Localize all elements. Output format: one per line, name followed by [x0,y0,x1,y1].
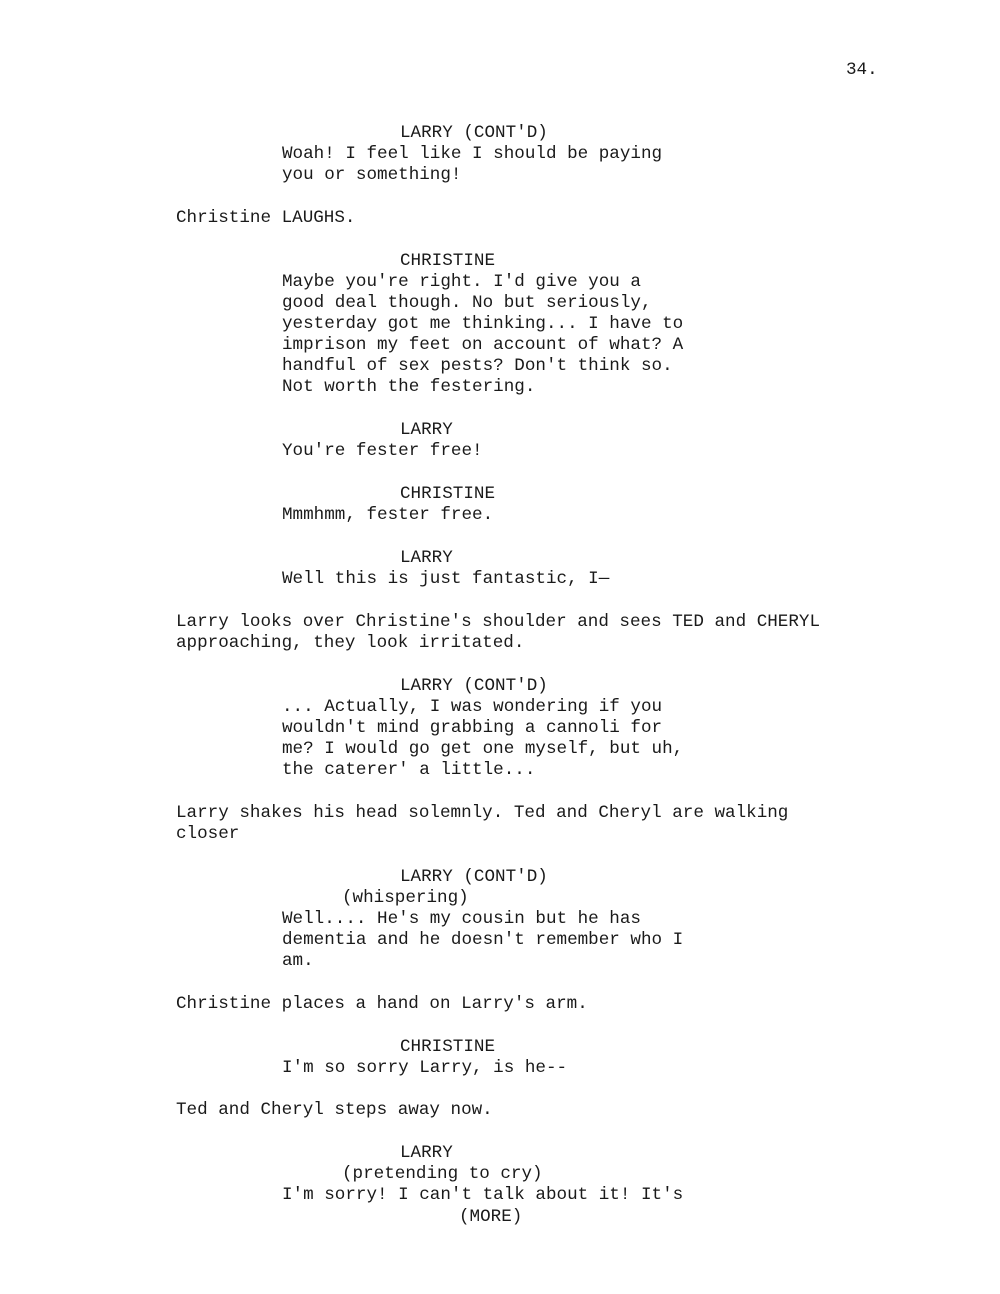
parenthetical: (pretending to cry) [342,1164,543,1184]
character-cue: CHRISTINE [400,1037,496,1057]
dialogue-line: ... Actually, I was wondering if you [282,697,663,717]
parenthetical: (whispering) [342,888,469,908]
page-number: 34. [846,60,878,80]
dialogue-line: handful of sex pests? Don't think so. [282,356,673,376]
action-line: Christine places a hand on Larry's arm. [176,994,588,1014]
dialogue-line: am. [282,951,314,971]
character-cue: LARRY [400,548,453,568]
character-cue: LARRY (CONT'D) [400,676,548,696]
dialogue-line: Maybe you're right. I'd give you a [282,272,641,292]
dialogue-line: you or something! [282,165,462,185]
dialogue-line: good deal though. No but seriously, [282,293,652,313]
dialogue-line: yesterday got me thinking... I have to [282,314,684,334]
dialogue-line: Not worth the festering. [282,377,536,397]
action-line: Christine LAUGHS. [176,208,356,228]
dialogue-line: I'm sorry! I can't talk about it! It's [282,1185,684,1205]
action-line: Larry shakes his head solemnly. Ted and Cheryl are walking [176,803,789,823]
dialogue-line: You're fester free! [282,441,483,461]
action-line: Ted and Cheryl steps away now. [176,1100,493,1120]
dialogue-line: the caterer' a little... [282,760,536,780]
dialogue-line: imprison my feet on account of what? A [282,335,684,355]
dialogue-line: dementia and he doesn't remember who I [282,930,684,950]
dialogue-line: me? I would go get one myself, but uh, [282,739,684,759]
character-cue: LARRY [400,420,453,440]
action-line: Larry looks over Christine's shoulder and sees TED and CHERYL [176,612,821,632]
dialogue-line: wouldn't mind grabbing a cannoli for [282,718,663,738]
character-cue: LARRY (CONT'D) [400,867,548,887]
more-marker: (MORE) [459,1207,523,1227]
character-cue: CHRISTINE [400,484,496,504]
character-cue: LARRY [400,1143,453,1163]
dialogue-line: Well.... He's my cousin but he has [282,909,641,929]
dialogue-line: Well this is just fantastic, I— [282,569,610,589]
dialogue-line: Mmmhmm, fester free. [282,505,494,525]
character-cue: LARRY (CONT'D) [400,123,548,143]
action-line: approaching, they look irritated. [176,633,525,653]
action-line: closer [176,824,240,844]
character-cue: CHRISTINE [400,251,496,271]
dialogue-line: I'm so sorry Larry, is he-- [282,1058,568,1078]
dialogue-line: Woah! I feel like I should be paying [282,144,663,164]
